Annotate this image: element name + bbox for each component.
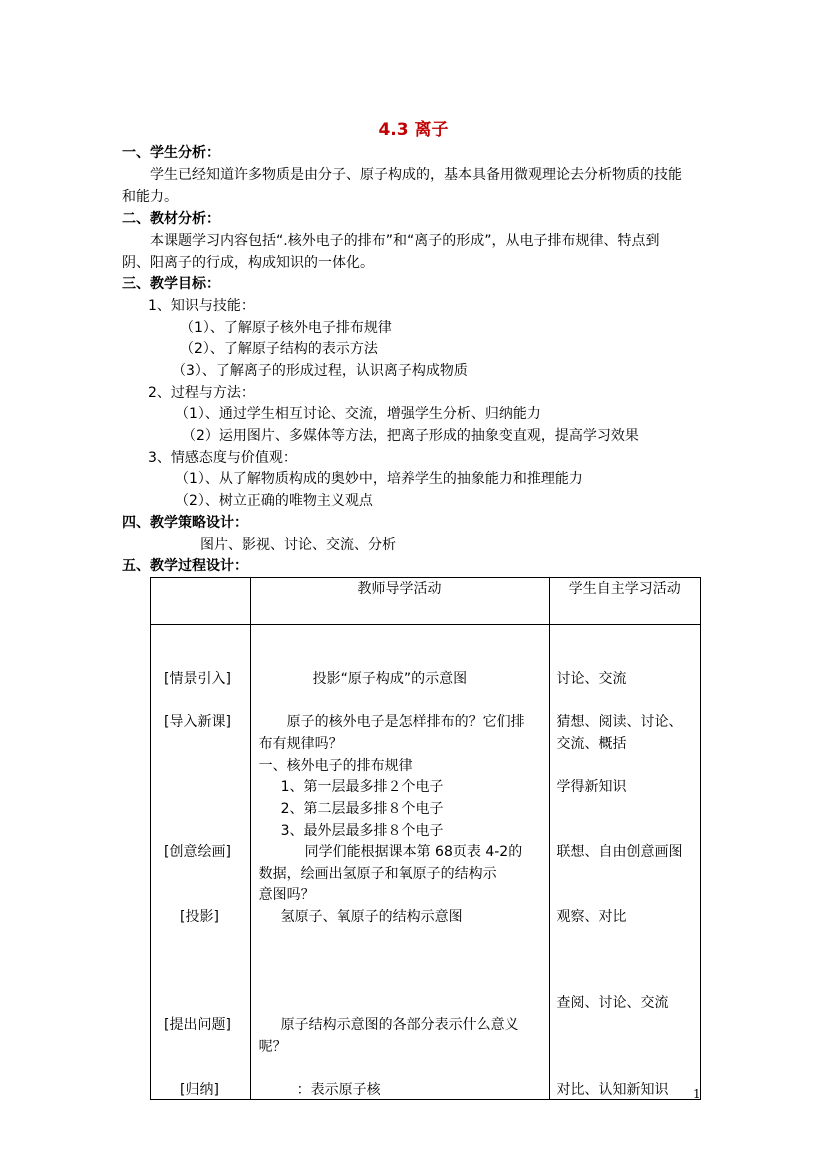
teacher-activity-line: 投影“原子构成”的示意图 <box>312 671 468 687</box>
stage-label: [创意绘画] <box>164 844 231 860</box>
page-title: 4.3 离子 <box>378 120 449 140</box>
teacher-activity-line: 意图吗？ <box>258 887 315 903</box>
student-activity-line: 观察、对比 <box>556 909 627 925</box>
table-header-cell-student: 学生自主学习活动 <box>549 578 701 625</box>
table-row <box>151 625 701 1100</box>
goal-2-item-a: （1）、通过学生相互讨论、交流，增强学生分析、归纳能力 <box>175 406 541 422</box>
stage-label: [投影] <box>180 909 219 925</box>
section-2-heading: 二、教材分析： <box>122 211 220 227</box>
section-4-text: 图片、影视、讨论、交流、分析 <box>200 537 396 553</box>
student-activity-line: 联想、自由创意画图 <box>556 844 683 860</box>
teacher-activity-line: ：表示原子核 <box>296 1082 381 1098</box>
student-activity-column <box>549 625 701 1100</box>
teaching-process-table <box>150 577 701 1100</box>
teacher-activity-line: 原子结构示意图的各部分表示什么意义 <box>280 1017 519 1033</box>
teacher-activity-line: 数据，绘画出氢原子和氧原子的结构示 <box>258 866 497 882</box>
teacher-activity-line: 同学们能根据课本第 68页表 4-2的 <box>304 844 523 860</box>
section-3-heading: 三、教学目标： <box>122 276 220 292</box>
teacher-activity-line: 2、第二层最多排８个电子 <box>280 801 444 817</box>
section-5-heading: 五、教学过程设计： <box>122 558 248 574</box>
teacher-activity-column <box>250 625 549 1100</box>
teacher-activity-line: 布有规律吗？ <box>258 736 343 752</box>
section-1-text-line-2: 和能力。 <box>122 189 178 205</box>
teacher-activity-line: 原子的核外电子是怎样排布的？它们排 <box>286 714 525 730</box>
goal-2-heading: 2、过程与方法： <box>148 385 255 401</box>
student-activity-line: 讨论、交流 <box>556 671 627 687</box>
section-4-heading: 四、教学策略设计： <box>122 515 248 531</box>
teacher-activity-line: 3、最外层最多排８个电子 <box>280 823 444 839</box>
student-activity-line: 猜想、阅读、讨论、 <box>556 714 683 730</box>
section-1-text-line-1: 学生已经知道许多物质是由分子、原子构成的，基本具备用微观理论去分析物质的技能 <box>150 167 682 183</box>
goal-3-item-b: （2）、树立正确的唯物主义观点 <box>175 493 373 509</box>
goal-3-item-a: （1）、从了解物质构成的奥妙中，培养学生的抽象能力和推理能力 <box>175 471 583 487</box>
section-2-text-line-2: 阴、阳离子的行成，构成知识的一体化。 <box>122 255 374 271</box>
student-activity-line: 查阅、讨论、交流 <box>556 995 669 1011</box>
goal-1-item-a: （1）、了解原子核外电子排布规律 <box>180 320 392 336</box>
goal-3-heading: 3、情感态度与价值观： <box>148 450 297 466</box>
table-header-cell-teacher: 教师导学活动 <box>250 578 549 625</box>
teacher-activity-line: 1、第一层最多排２个电子 <box>280 779 444 795</box>
student-activity-line: 对比、认知新知识 <box>556 1082 669 1098</box>
stage-column <box>151 625 251 1100</box>
stage-label: [导入新课] <box>164 714 231 730</box>
stage-label: [归纳] <box>180 1082 219 1098</box>
table-header-row <box>151 578 701 625</box>
section-2-text-line-1: 本课题学习内容包括“.核外电子的排布”和“离子的形成”，从电子排布规律、特点到 <box>150 233 660 249</box>
stage-label: [提出问题] <box>164 1017 231 1033</box>
goal-1-item-b: （2）、了解原子结构的表示方法 <box>180 341 378 357</box>
page-number: 1 <box>693 1087 701 1101</box>
stage-label: [情景引入] <box>164 671 231 687</box>
teacher-activity-line: 呢？ <box>258 1039 287 1055</box>
teacher-activity-line: 一、核外电子的排布规律 <box>258 758 413 774</box>
student-activity-line: 交流、概括 <box>556 736 627 752</box>
goal-2-item-b: （2）运用图片、多媒体等方法，把离子形成的抽象变直观，提高学习效果 <box>182 428 639 444</box>
student-activity-line: 学得新知识 <box>556 779 627 795</box>
section-1-heading: 一、学生分析： <box>122 145 220 161</box>
table-header-cell-stage <box>151 578 251 625</box>
goal-1-heading: 1、知识与技能： <box>148 298 255 314</box>
goal-1-item-c: （3）、了解离子的形成过程，认识离子构成物质 <box>172 363 468 379</box>
teacher-activity-line: 氢原子、氧原子的结构示意图 <box>280 909 463 925</box>
